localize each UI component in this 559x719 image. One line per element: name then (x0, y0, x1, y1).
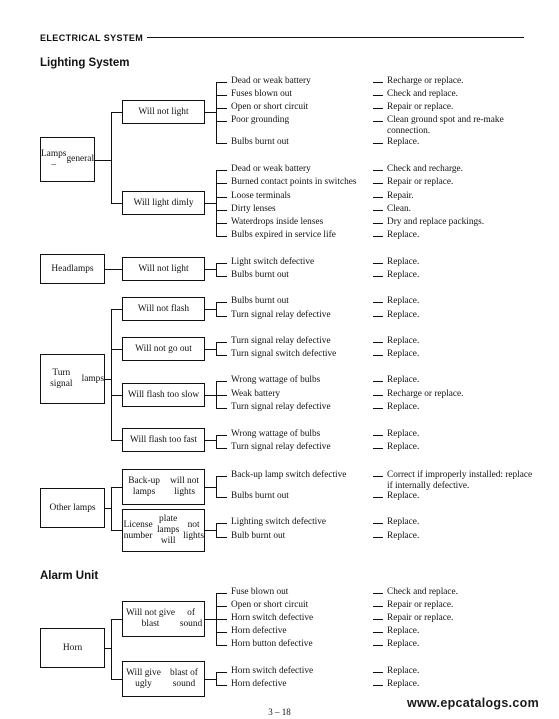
symptom-box-license-plate (122, 509, 205, 552)
section-title-lighting: Lighting System (40, 57, 130, 69)
symptom-to-cause-line (205, 679, 216, 680)
cause-text: Burned contact points in switches (231, 177, 357, 187)
remedy-dash (373, 197, 383, 198)
box-label-line: blast of sound (170, 668, 198, 689)
cause-tick (216, 276, 227, 277)
cause-tick (216, 121, 227, 122)
remedy-dash (373, 497, 383, 498)
box-label-line: Headlamps (51, 263, 94, 274)
remedy-text: Replace. (387, 639, 420, 649)
cause-text: Lighting switch defective (231, 517, 327, 527)
remedy-text: Replace. (387, 230, 420, 240)
header-rule (147, 37, 524, 38)
cause-tick (216, 183, 227, 184)
symptom-to-cause-line (205, 269, 216, 270)
box-label-line: Horn (62, 642, 83, 653)
cause-tick (216, 632, 227, 633)
box-label-line: License number (123, 519, 153, 541)
cause-tick (216, 197, 227, 198)
symptom-box-will-not-go-out (122, 337, 205, 361)
box-label-line: Will flash too fast (129, 434, 198, 445)
cause-text: Wrong wattage of bulbs (231, 375, 321, 385)
box-label-line: Will not flash (137, 303, 190, 314)
remedy-dash (373, 143, 383, 144)
remedy-text: Replace. (387, 375, 420, 385)
category-to-symptom-line (95, 160, 111, 161)
box-label-line: plate lamps will (156, 514, 180, 546)
remedy-text: Replace. (387, 402, 420, 412)
section-title-alarm: Alarm Unit (40, 570, 99, 582)
cause-text: Horn button defective (231, 639, 313, 649)
symptom-box-horn-ugly (122, 661, 205, 697)
cause-text: Bulbs burnt out (231, 296, 289, 306)
symptom-stub (111, 269, 122, 270)
remedy-dash (373, 302, 383, 303)
remedy-text: Replace. (387, 349, 420, 359)
symptom-box-flash-too-slow (122, 383, 205, 407)
remedy-dash (373, 537, 383, 538)
box-label-line: Will give ugly (126, 668, 161, 689)
cause-text: Fuses blown out (231, 89, 292, 99)
symptom-box-will-light-dimly (122, 191, 205, 215)
remedy-dash (373, 632, 383, 633)
cause-bracket (216, 523, 217, 537)
category-box-headlamps (40, 254, 105, 284)
symptom-to-cause-line (205, 530, 216, 531)
remedy-text: Check and replace. (387, 89, 458, 99)
cause-bracket (216, 672, 217, 685)
cause-bracket (216, 593, 217, 645)
category-box-lamps-general (40, 137, 95, 182)
symptom-box-will-not-flash (122, 297, 205, 321)
box-label-line: of sound (179, 608, 203, 629)
cause-tick (216, 395, 227, 396)
cause-tick (216, 302, 227, 303)
box-label-line: lamps (81, 373, 104, 384)
remedy-dash (373, 606, 383, 607)
box-label-line: Will not light (138, 263, 189, 274)
cause-text: Poor grounding (231, 115, 290, 125)
symptom-bracket (111, 112, 112, 203)
remedy-text: Recharge or replace. (387, 389, 464, 399)
remedy-text: Replace. (387, 296, 420, 306)
remedy-text: Replace. (387, 517, 420, 527)
cause-text: Bulbs burnt out (231, 491, 289, 501)
cause-text: Horn defective (231, 679, 287, 689)
remedy-text: Replace. (387, 626, 420, 636)
remedy-text: Dry and replace packings. (387, 217, 485, 227)
cause-text: Turn signal switch defective (231, 349, 337, 359)
cause-bracket (216, 82, 217, 143)
box-label-line: Will not give blast (125, 608, 176, 629)
cause-tick (216, 497, 227, 498)
remedy-dash (373, 121, 383, 122)
cause-text: Turn signal relay defective (231, 402, 331, 412)
cause-tick (216, 316, 227, 317)
symptom-stub (111, 679, 122, 680)
cause-text: Loose terminals (231, 191, 291, 201)
symptom-bracket (111, 487, 112, 530)
symptom-stub (111, 309, 122, 310)
cause-text: Dirty lenses (231, 204, 276, 214)
symptom-stub (111, 487, 122, 488)
cause-text: Horn switch defective (231, 666, 314, 676)
symptom-bracket (111, 619, 112, 679)
page-header-title: ELECTRICAL SYSTEM (40, 33, 144, 43)
remedy-dash (373, 183, 383, 184)
cause-tick (216, 593, 227, 594)
remedy-dash (373, 593, 383, 594)
cause-bracket (216, 263, 217, 276)
remedy-text: Repair or replace. (387, 613, 454, 623)
cause-text: Open or short circuit (231, 102, 309, 112)
cause-bracket (216, 381, 217, 408)
remedy-dash (373, 342, 383, 343)
remedy-text: Replace. (387, 531, 420, 541)
cause-tick (216, 210, 227, 211)
page-number: 3 – 18 (268, 707, 291, 717)
category-box-turn-signal (40, 354, 105, 404)
cause-tick (216, 223, 227, 224)
remedy-dash (373, 355, 383, 356)
cause-text: Bulbs burnt out (231, 270, 289, 280)
cause-tick (216, 448, 227, 449)
watermark: www.epcatalogs.com (406, 696, 539, 710)
remedy-text: Replace. (387, 491, 420, 501)
remedy-text: Clean ground spot and re-make connection. (387, 115, 504, 136)
symptom-to-cause-line (205, 349, 216, 350)
cause-tick (216, 355, 227, 356)
remedy-dash (373, 672, 383, 673)
box-label-line: Other lamps (49, 502, 96, 513)
remedy-text: Replace. (387, 137, 420, 147)
cause-text: Weak battery (231, 389, 281, 399)
cause-text: Bulbs expired in service life (231, 230, 336, 240)
remedy-text: Check and replace. (387, 587, 458, 597)
remedy-text: Replace. (387, 666, 420, 676)
category-box-other-lamps (40, 488, 105, 528)
cause-text: Dead or weak battery (231, 164, 311, 174)
cause-tick (216, 537, 227, 538)
remedy-dash (373, 236, 383, 237)
remedy-text: Replace. (387, 442, 420, 452)
cause-tick (216, 170, 227, 171)
symptom-stub (111, 349, 122, 350)
remedy-dash (373, 381, 383, 382)
cause-text: Fuse blown out (231, 587, 289, 597)
cause-tick (216, 381, 227, 382)
remedy-text: Repair or replace. (387, 177, 454, 187)
box-label-line: Lamps – (40, 148, 67, 170)
cause-tick (216, 108, 227, 109)
category-box-horn (40, 628, 105, 668)
cause-tick (216, 645, 227, 646)
remedy-text: Clean. (387, 204, 412, 214)
remedy-dash (373, 408, 383, 409)
cause-tick (216, 606, 227, 607)
remedy-text: Check and recharge. (387, 164, 463, 174)
cause-tick (216, 408, 227, 409)
cause-text: Horn defective (231, 626, 287, 636)
remedy-dash (373, 108, 383, 109)
cause-tick (216, 236, 227, 237)
remedy-dash (373, 276, 383, 277)
remedy-dash (373, 448, 383, 449)
remedy-dash (373, 223, 383, 224)
cause-tick (216, 263, 227, 264)
remedy-dash (373, 170, 383, 171)
remedy-text: Correct if improperly installed: replace if internally defective. (387, 470, 533, 491)
remedy-text: Replace. (387, 257, 420, 267)
cause-tick (216, 476, 227, 477)
symptom-stub (111, 440, 122, 441)
remedy-text: Recharge or replace. (387, 76, 464, 86)
cause-tick (216, 435, 227, 436)
remedy-dash (373, 523, 383, 524)
cause-text: Wrong wattage of bulbs (231, 429, 321, 439)
symptom-stub (111, 530, 122, 531)
symptom-box-backup-lamps (122, 469, 205, 505)
remedy-text: Replace. (387, 310, 420, 320)
symptom-to-cause-line (205, 487, 216, 488)
remedy-text: Repair or replace. (387, 600, 454, 610)
remedy-dash (373, 263, 383, 264)
symptom-stub (111, 395, 122, 396)
symptom-bracket (111, 309, 112, 440)
remedy-dash (373, 435, 383, 436)
remedy-text: Replace. (387, 679, 420, 689)
cause-bracket (216, 342, 217, 355)
remedy-dash (373, 619, 383, 620)
cause-text: Bulb burnt out (231, 531, 286, 541)
cause-tick (216, 685, 227, 686)
remedy-text: Replace. (387, 336, 420, 346)
cause-bracket (216, 302, 217, 316)
symptom-to-cause-line (205, 440, 216, 441)
cause-tick (216, 342, 227, 343)
symptom-to-cause-line (205, 309, 216, 310)
box-label-line: will not lights (170, 476, 200, 497)
remedy-dash (373, 476, 383, 477)
remedy-text: Repair or replace. (387, 102, 454, 112)
cause-bracket (216, 170, 217, 236)
remedy-dash (373, 82, 383, 83)
remedy-dash (373, 95, 383, 96)
cause-text: Light switch defective (231, 257, 315, 267)
cause-text: Horn switch defective (231, 613, 314, 623)
box-label-line: not lights (183, 519, 204, 541)
symptom-box-will-not-light (122, 100, 205, 124)
box-label-line: general (66, 154, 95, 164)
symptom-to-cause-line (205, 619, 216, 620)
cause-tick (216, 143, 227, 144)
box-label-line: Back-up lamps (128, 476, 160, 497)
cause-tick (216, 95, 227, 96)
symptom-stub (111, 619, 122, 620)
box-label-line: Will not go out (135, 343, 192, 354)
cause-text: Waterdrops inside lenses (231, 217, 324, 227)
cause-text: Back-up lamp switch defective (231, 470, 347, 480)
remedy-text: Replace. (387, 270, 420, 280)
symptom-box-headlamps-will-not-light (122, 257, 205, 281)
box-label-line: Will light dimly (133, 197, 194, 208)
cause-text: Turn signal relay defective (231, 310, 331, 320)
remedy-text: Replace. (387, 429, 420, 439)
cause-text: Turn signal relay defective (231, 336, 331, 346)
remedy-dash (373, 645, 383, 646)
cause-text: Bulbs burnt out (231, 137, 289, 147)
symptom-to-cause-line (205, 112, 216, 113)
symptom-to-cause-line (205, 395, 216, 396)
remedy-dash (373, 210, 383, 211)
remedy-dash (373, 685, 383, 686)
cause-bracket (216, 435, 217, 448)
box-label-line: Turn signal (50, 368, 73, 389)
symptom-stub (111, 112, 122, 113)
cause-tick (216, 619, 227, 620)
box-label-line: Will not light (138, 106, 189, 117)
cause-tick (216, 672, 227, 673)
remedy-text: Repair. (387, 191, 414, 201)
remedy-dash (373, 316, 383, 317)
symptom-stub (111, 203, 122, 204)
cause-text: Dead or weak battery (231, 76, 311, 86)
box-label-line: Will flash too slow (127, 389, 200, 400)
cause-tick (216, 523, 227, 524)
cause-bracket (216, 476, 217, 497)
cause-text: Open or short circuit (231, 600, 309, 610)
cause-tick (216, 82, 227, 83)
symptom-box-flash-too-fast (122, 428, 205, 452)
symptom-box-horn-no-blast (122, 601, 205, 637)
remedy-dash (373, 395, 383, 396)
symptom-to-cause-line (205, 203, 216, 204)
cause-text: Turn signal relay defective (231, 442, 331, 452)
